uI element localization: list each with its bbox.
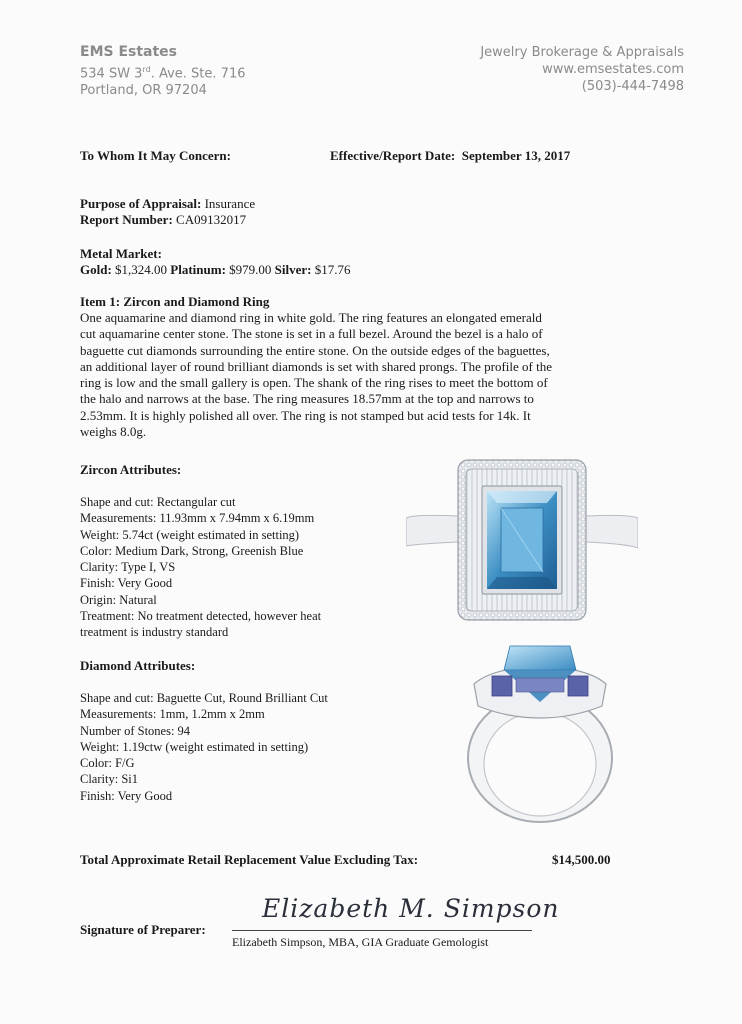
item-description-line: cut aquamarine center stone. The stone is set in a full bezel. Around the bezel is a halo of xyxy=(80,326,543,342)
salutation: To Whom It May Concern: xyxy=(80,148,231,163)
signature-line xyxy=(232,930,532,931)
report-number-line xyxy=(80,212,246,228)
ring-top-view-photo xyxy=(406,456,638,626)
item-description-line: an additional layer of round brilliant diamonds is set with shared prongs. The profile of the xyxy=(80,358,552,374)
item-description-line: the halo and narrows at the base. The ring measures 18.57mm at the top and narrows to xyxy=(80,391,534,407)
letterhead-right xyxy=(480,44,684,95)
item-description xyxy=(80,310,685,440)
list-item: Weight: 1.19ctw (weight estimated in setting) xyxy=(80,739,309,754)
report-number-value: CA09132017 xyxy=(176,212,247,227)
item-description-line: baguette cut diamonds surrounding the entire stone. On the outside edges of the baguettes, xyxy=(80,342,550,358)
gold-price: $1,324.00 xyxy=(115,262,168,277)
list-item: Shape and cut: Baguette Cut, Round Brilliant Cut xyxy=(80,691,328,705)
purpose-value: Insurance xyxy=(204,196,256,211)
metal-market-heading: Metal Market: xyxy=(80,246,162,261)
total-value-label: Total Approximate Retail Replacement Value Excluding Tax: xyxy=(80,852,419,867)
item-title: Item 1: Zircon and Diamond Ring xyxy=(80,294,270,309)
report-number-label: Report Number: xyxy=(80,212,173,227)
list-item: Measurements: 1mm, 1.2mm x 2mm xyxy=(80,707,265,722)
list-item: Clarity: Si1 xyxy=(80,772,138,787)
company-tagline: Jewelry Brokerage & Appraisals xyxy=(480,45,684,60)
list-item: Measurements: 11.93mm x 7.94mm x 6.19mm xyxy=(80,511,315,526)
diamond-attributes-heading: Diamond Attributes: xyxy=(80,658,196,673)
letterhead-left xyxy=(80,44,245,99)
total-value-amount: $14,500.00 xyxy=(552,852,611,867)
list-item: Finish: Very Good xyxy=(80,576,173,591)
ring-side-view-photo xyxy=(452,640,632,828)
handwritten-signature: Elizabeth M. Simpson xyxy=(262,894,560,923)
list-item: Treatment: No treatment detected, however heat xyxy=(80,609,322,624)
company-address-line2: Portland, OR 97204 xyxy=(80,83,207,99)
diamond-attributes-list xyxy=(80,690,328,804)
item-description-line: weighs 8.0g. xyxy=(80,424,147,440)
metal-market-prices: Gold: $1,324.00 Platinum: $979.00 Silver: $17.76 xyxy=(80,262,351,277)
report-date-label: Effective/Report Date: xyxy=(330,148,456,163)
list-item: Weight: 5.74ct (weight estimated in setting) xyxy=(80,527,300,542)
purpose-label: Purpose of Appraisal: xyxy=(80,196,202,211)
list-item: Finish: Very Good xyxy=(80,788,173,803)
list-item: Clarity: Type I, VS xyxy=(80,560,176,575)
company-name: EMS Estates xyxy=(80,44,178,60)
platinum-price: $979.00 xyxy=(229,262,272,277)
company-phone: (503)-444-7498 xyxy=(581,79,684,94)
list-item: treatment is industry standard xyxy=(80,625,229,640)
list-item: Color: F/G xyxy=(80,756,135,771)
signature-label: Signature of Preparer: xyxy=(80,922,206,937)
preparer-name: Elizabeth Simpson, MBA, GIA Graduate Gemologist xyxy=(232,935,489,949)
item-description-line: 2.53mm. It is highly polished all over. The ring is not stamped but acid tests for 14k. It xyxy=(80,407,531,423)
item-description-line: One aquamarine and diamond ring in white gold. The ring features an elongated emerald xyxy=(80,310,542,325)
company-address-line1: 534 SW 3rd. Ave. Ste. 716 xyxy=(80,65,246,82)
zircon-attributes-list xyxy=(80,494,321,641)
item-description-line: ring is low and the small gallery is open. The shank of the ring rises to meet the bottom of xyxy=(80,375,548,391)
silver-price: $17.76 xyxy=(314,262,351,277)
list-item: Shape and cut: Rectangular cut xyxy=(80,495,236,509)
list-item: Number of Stones: 94 xyxy=(80,723,191,738)
report-date xyxy=(330,148,570,164)
report-date-value: September 13, 2017 xyxy=(461,148,571,163)
company-website[interactable]: www.emsestates.com xyxy=(542,62,684,77)
purpose-line xyxy=(80,196,255,212)
list-item: Color: Medium Dark, Strong, Greenish Blue xyxy=(80,543,304,558)
zircon-attributes-heading: Zircon Attributes: xyxy=(80,462,182,477)
list-item: Origin: Natural xyxy=(80,592,157,607)
